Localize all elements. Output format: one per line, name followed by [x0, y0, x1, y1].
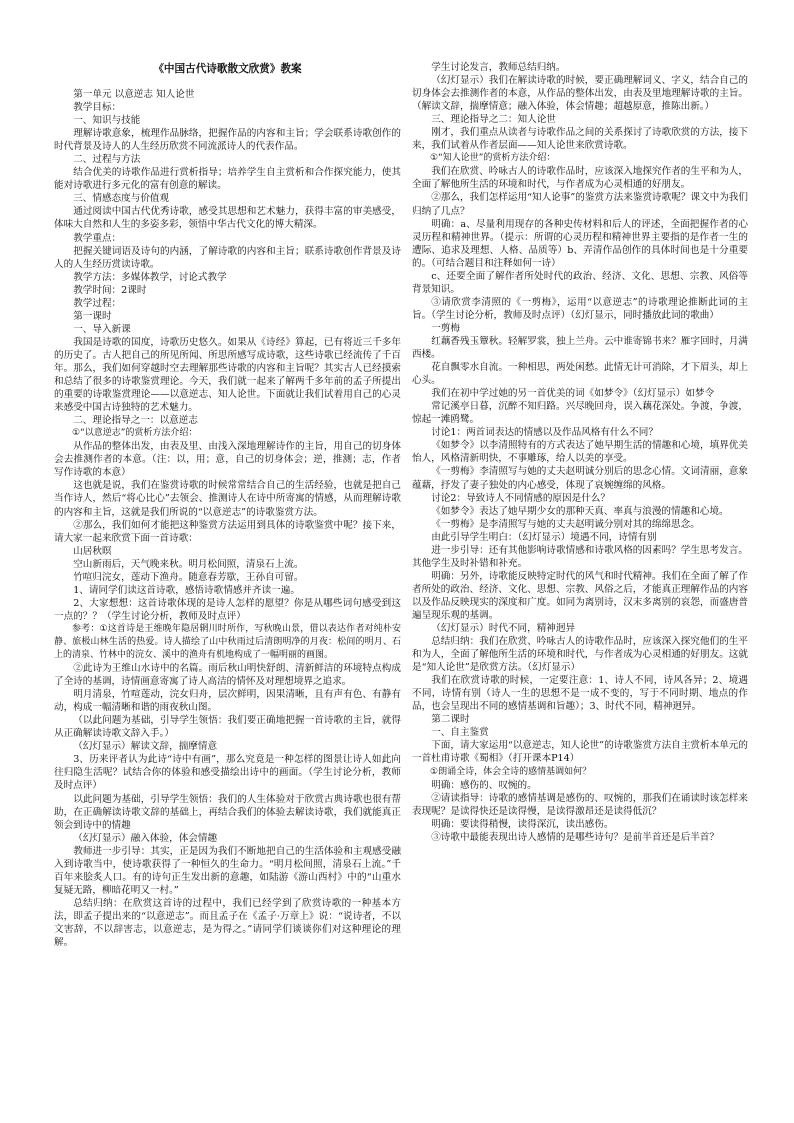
paragraph: ②请读指导：诗歌的感情基调是感伤的、叹惋的，那我们在诵读时该怎样来表现呢？是读得快还是读得慢，是读得激昂还是读得低沉？ — [412, 792, 748, 817]
paragraph: 明确：另外，诗歌能反映特定时代的风气和时代精神。我们在全面了解了作者所处的政治、经济、文化、思想、宗教、风俗之后，才能真正理解作品的内容以及作品反映现实的深度和广度。如同为离别诗，汉末多离别的哀怨，而盛唐普遍呈现乐观的基调。 — [412, 570, 748, 621]
paragraph: 二、理论指导之一：以意逆志 — [73, 415, 198, 427]
paragraph: 第二课时 — [431, 714, 470, 726]
document-title: 《中国古代诗歌散文欣赏》教案 — [153, 63, 302, 75]
paragraph: ①“知人论世”的赏析方法介绍： — [430, 153, 556, 164]
paragraph: ①“以意逆志”的赏析方法介绍： — [72, 428, 198, 439]
paragraph: 明确：a、尽量利用现存的各种史传材料和后人的评述，全面把握作者的心灵历程和精神世界。（提示：所谓的心灵历程和精神世界主要指的是作者一生的遭际、追求及理想、人格、品质等）b、弄清作品创作的具体时间也是十分重要的。（可结合题目和注释如何一诗） — [412, 218, 748, 269]
paragraph: 由此引导学生明白：（幻灯显示）境遇不同，诗情有别 — [431, 531, 657, 543]
paragraph: 刚才，我们重点从读者与诗歌作品之间的关系探讨了诗歌欣赏的方法，接下来，我们试着从作者层面——知人论世来欣赏诗歌。 — [412, 127, 748, 152]
paragraph: 三、理论指导之二：知人论世 — [431, 114, 556, 126]
paragraph: 一、知识与技能 — [73, 115, 141, 127]
paragraph: 这也就是说，我们在鉴赏诗歌的时候常常结合自己的生活经验，也就是把自己当作诗人，然后“将心比心”去领会、推测诗人在诗中所寄寓的情感，从而理解诗歌的内容和主旨，这就是我们所说的“以意逆志”的诗歌鉴赏方法。 — [54, 480, 401, 518]
paragraph: （以此问题为基础，引导学生领悟：我们要正确地把握一首诗歌的主旨，就得从正确解读诗歌文辞入手。） — [54, 715, 401, 740]
paragraph: （幻灯显示）时代不同，精神迥异 — [431, 623, 576, 635]
paragraph: 花自飘零水自流。一种相思，两处闲愁。此情无计可消除，才下眉头，却上心头。 — [412, 362, 748, 387]
paragraph: 我们在初中学过她的另一首优美的词《如梦令》（幻灯显示）如梦令 — [431, 388, 715, 400]
paragraph: 通过阅读中国古代优秀诗歌，感受其思想和艺术魅力，获得丰富的审美感受，体味大自然和人生的多姿多彩，领悟中华古代文化的博大精深。 — [54, 206, 401, 231]
paragraph: 一、自主鉴赏 — [431, 727, 489, 739]
paragraph: 竹喧归浣女，莲动下渔舟。随意春芳歇，王孙自可留。 — [73, 571, 304, 583]
paragraph: 第一单元 以意逆志 知人论世 — [73, 89, 195, 100]
paragraph: 《一剪梅》是李清照写与她的丈夫赵明诚分别对其的绵绵思念。 — [431, 518, 700, 530]
paragraph: 教学重点： — [73, 232, 122, 244]
paragraph: c、还要全面了解作者所处时代的政治、经济、文化、思想、宗教、风俗等背景知识。 — [412, 270, 748, 295]
paragraph: 我们在欣赏诗歌的时候，一定要注意：1、诗人不同，诗风各异；2、境遇不同，诗情有别（诗人一生的思想不是一成不变的，写于不同时期、地点的作品，也会呈现出不同的感情基调和旨趣）；3、时代不同，精神迥异。 — [412, 675, 748, 713]
paragraph: 教学目标： — [73, 102, 122, 114]
paragraph: 以此问题为基础，引导学生领悟：我们的人生体验对于欣赏古典诗歌也很有帮助，在正确解读诗歌文辞的基础上，再结合我们的体验去解读诗歌，我们就能真正领会到诗中的情趣 — [54, 793, 401, 831]
paragraph: 学生讨论发言，教师总结归纳。 — [431, 62, 566, 73]
paragraph: 下面，请大家运用“以意逆志，知人论世”的诗歌鉴赏方法自主赏析本单元的一首杜甫诗歌《蜀相》（打开课本P14） — [412, 740, 748, 765]
paragraph: ②那么，我们怎样运用“知人论事”的鉴赏方法来鉴赏诗歌呢？课文中为我们归纳了几点？ — [412, 192, 748, 217]
paragraph: 1、请同学们读这首诗歌，感悟诗歌情感并齐读一遍。 — [73, 584, 300, 596]
paragraph: 空山新雨后，天气晚来秋。明月松间照，清泉石上流。 — [73, 558, 304, 570]
paragraph: 把握关键词语及诗句的内涵，了解诗歌的内容和主旨；联系诗歌创作背景及诗人的人生经历赏读诗歌。 — [54, 245, 401, 270]
paragraph: 结合优美的诗歌作品进行赏析指导；培养学生自主赏析和合作探究能力，使其能对诗歌进行多元化的富有创意的解读。 — [54, 167, 401, 192]
paragraph: 总结归纳：我们在欣赏、吟咏古人的诗歌作品时，应该深入探究他们的生平和为人，全面了解他所生活的环境和时代，与作者成为心灵相通的好朋友。这就是“知人论世”是欣赏方法。（幻灯显示） — [412, 636, 748, 674]
paragraph: 明月清泉，竹喧莲动，浣女归舟，层次鲜明，因果清晰，且有声有色、有静有动，构成一幅清晰和谐的雨夜秋山图。 — [54, 689, 401, 714]
paragraph: ②此诗为王维山水诗中的名篇。雨后秋山明快舒朗、清新鲜洁的环境特点构成了全诗的基调，诗情画意寄寓了诗人高洁的情怀及对理想境界之追求。 — [54, 663, 401, 688]
paragraph: ③诗歌中最能表现出诗人感情的是哪些诗句？是前半首还是后半首？ — [431, 831, 719, 843]
paragraph: 2、大家想想：这首诗歌体现的是诗人怎样的愿望？你是从哪些词句感受到这一点的？？（学生讨论分析，教师及时点评） — [54, 597, 401, 622]
right-column-body — [412, 61, 748, 844]
paragraph: 二、过程与方法 — [73, 154, 141, 166]
paragraph: 《如梦令》以李清照特有的方式表达了她早期生活的情趣和心境，填界优美怡人，风格清新明快，不事雕琢，给人以美的享受。 — [412, 440, 748, 465]
paragraph: 一、导入新课 — [73, 323, 131, 335]
paragraph: 进一步引导：还有其他影响诗歌情感和诗歌风格的因素吗？学生思考发言。其他学生及时补错和补充。 — [412, 544, 748, 569]
paragraph: 3、历来评者认为此诗“诗中有画”，那么究竟是一种怎样的图景让诗人如此向往归隐生活呢？试结合你的体验和感受描绘出诗中的画面。（学生讨论分析，教师及时点评） — [54, 754, 401, 792]
paragraph: （幻灯显示）融入体验，体会情趣 — [73, 832, 218, 844]
paragraph: 从作品的整体出发，由表及里、由浅入深地理解诗作的主旨，用自己的切身体会去推测作者的本意。（注：以，用；意，自己的切身体会；逆，推测；志，作者写作诗歌的本意） — [54, 441, 401, 479]
paragraph: 明确：要读得稍慢，读得深沉，读出感伤。 — [431, 818, 614, 830]
paragraph: 教师进一步引导：其实，正是因为我们不断地把自己的生活体验和主观感受融入到诗歌当中，使诗歌获得了一种恒久的生命力。“明月松间照，清泉石上流。”千百年来脍炙人口。有的诗句正生发出新的意趣，如陆游《游山西村》中的“山重水复疑无路，柳暗花明又一村。” — [54, 845, 401, 896]
paragraph: 我们在欣赏、吟咏古人的诗歌作品时，应该深入地探究作者的生平和为人，全面了解他所生活的环境和时代，与作者成为心灵相通的好朋友。 — [412, 166, 748, 191]
paragraph: ②那么，我们如何才能把这种鉴赏方法运用到具体的诗歌鉴赏中呢？接下来，请大家一起来欣赏下面一首诗歌： — [54, 519, 401, 544]
paragraph: （幻灯显示）我们在解读诗歌的时候，要正确理解词义、字义，结合自己的切身体会去推测作者的本意，从作品的整体出发，由表及里地理解诗歌的主旨。（解读文辞，揣摩情意；融入体验，体会情趣；超越原意，推陈出新。） — [412, 75, 748, 113]
paragraph: 《一剪梅》李清照写与她的丈夫赵明诚分别后的思念心情。文词清丽，意象蕴藉，抒发了妻子独处的内心感受，体现了哀婉缠绵的风格。 — [412, 466, 748, 491]
paragraph: 理解诗歌意象，梳理作品脉络，把握作品的内容和主旨；学会联系诗歌创作的时代背景及诗人的人生经历欣赏不同流派诗人的代表作品。 — [54, 128, 401, 153]
paragraph: （幻灯显示）解读文辞，揣摩情意 — [73, 741, 218, 753]
paragraph: 第一课时 — [73, 310, 112, 322]
paragraph: 教学时间：2课时 — [73, 284, 147, 296]
paragraph: ①朗诵全诗，体会全诗的感情基调如何？ — [430, 766, 592, 777]
left-column — [54, 62, 401, 949]
left-column-body — [54, 88, 401, 949]
paragraph: 红藕香残玉簟秋。轻解罗裳，独上兰舟。云中谁寄锦书来？雁字回时，月满西楼。 — [412, 335, 748, 361]
right-column — [412, 61, 748, 844]
paragraph: 讨论1：两首词表达的情感以及作品风格有什么不同？ — [431, 427, 658, 439]
paragraph: 《如梦令》表达了她早期少女的那种天真、率真与浪漫的情趣和心境。 — [431, 505, 729, 517]
paragraph: 一剪梅 — [431, 322, 460, 334]
paragraph: 教学方法：多媒体教学，讨论式教学 — [73, 271, 227, 283]
paragraph: 三、情感态度与价值观 — [73, 193, 170, 205]
paragraph: 我国是诗歌的国度，诗歌历史悠久。如果从《诗经》算起，已有将近三千多年的历史了。古人把自己的所见所闻、所思所感写成诗歌，这些诗歌已经流传了千百年。那么，我们如何穿越时空去理解那些诗歌的内容和主旨呢？其实古人已经摸索和总结了很多的诗歌鉴赏理论。今天，我们就一起来了解两千多年前的孟子所提出的重要的诗歌鉴赏理论——以意逆志、知人论世。下面就让我们试着用自己的心灵来感受中国古诗独特的艺术魅力。 — [54, 336, 401, 414]
paragraph: 明确：感伤的、叹惋的。 — [431, 779, 537, 791]
paragraph: 教学过程： — [73, 297, 122, 309]
paragraph: 常记溪亭日暮，沉醉不知归路。兴尽晚回舟，误入藕花深处。争渡，争渡，惊起一滩鸥鹭。 — [412, 401, 748, 426]
paragraph: 讨论2：导致诗人不同情感的原因是什么？ — [431, 492, 610, 504]
paragraph: 山居秋暝 — [73, 545, 112, 557]
paragraph: 总结归纳：在欣赏这首诗的过程中，我们已经学到了欣赏诗歌的一种基本方法，即孟子提出来的“以意逆志”。而且孟子在《孟子·万章上》说：“说诗者，不以文害辞，不以辞害志，以意逆志，是为得之。”请同学们谈谈你们对这种理论的理解。 — [54, 897, 401, 949]
paragraph: 参考：①这首诗是王维晚年隐居辋川时所作，写秋晚山景，借以表达作者对纯朴安静、旅极山林生活的热爱。诗人描绘了山中秋雨过后清朗明净的月夜：松间的明月、石上的清泉、竹林中的浣女、溪中的渔舟有机地构成了一幅明丽的画图。 — [54, 623, 401, 661]
paragraph: ③请欣赏李清照的《一剪梅》，运用“以意逆志”的诗歌理论推断此词的主旨。（学生讨论分析，教师及时点评）（幻灯显示，同时播放此词的歌曲） — [412, 296, 748, 321]
